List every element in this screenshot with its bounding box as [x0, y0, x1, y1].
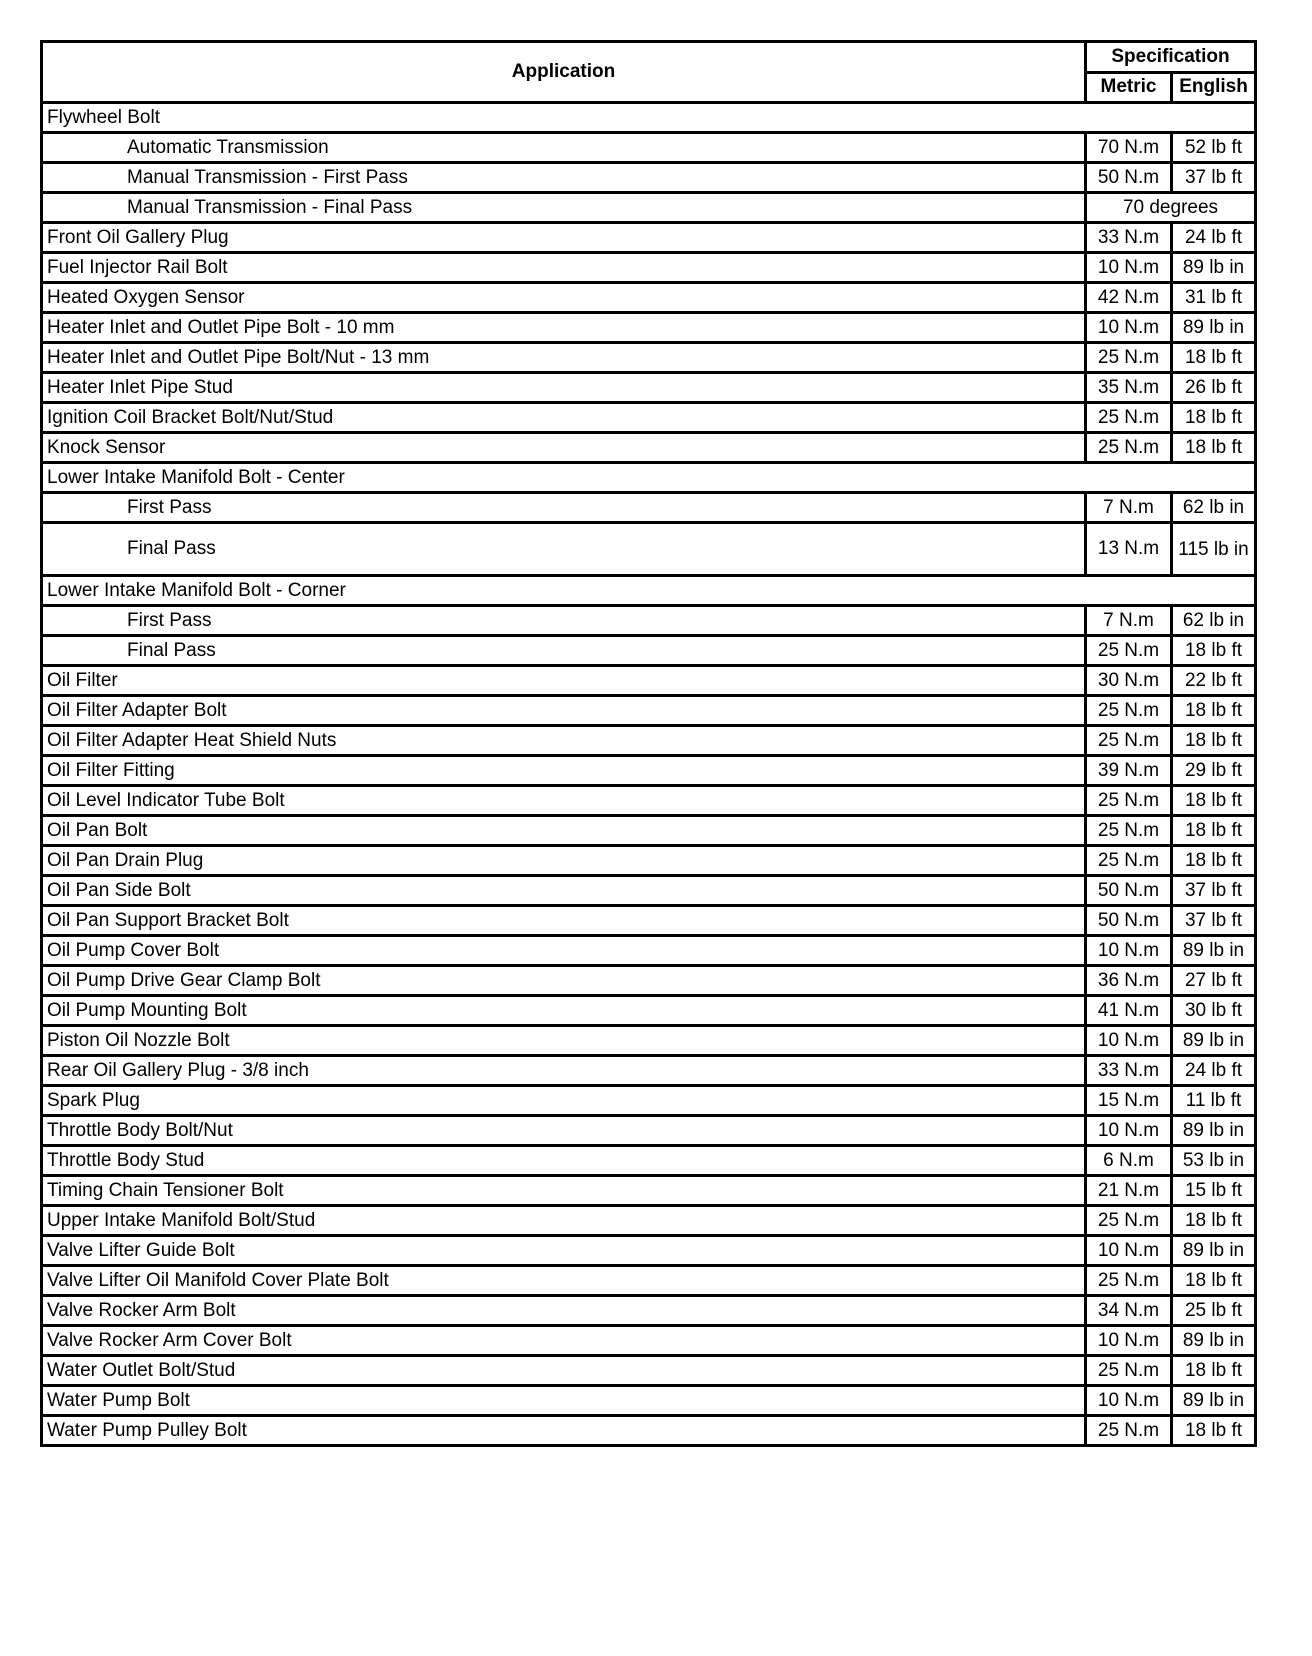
- table-row: [42, 1056, 1256, 1086]
- table-row: [42, 696, 1256, 726]
- table-row: [42, 816, 1256, 846]
- table-body: [42, 103, 1256, 1446]
- english-cell: 52 lb ft: [1172, 133, 1256, 163]
- english-cell: 24 lb ft: [1172, 1056, 1256, 1086]
- application-cell: Oil Level Indicator Tube Bolt: [42, 786, 1086, 816]
- english-cell: 18 lb ft: [1172, 1206, 1256, 1236]
- metric-cell: 10 N.m: [1086, 1026, 1172, 1056]
- application-cell: Heater Inlet Pipe Stud: [42, 373, 1086, 403]
- metric-cell: 25 N.m: [1086, 816, 1172, 846]
- metric-cell: 33 N.m: [1086, 1056, 1172, 1086]
- metric-cell: 25 N.m: [1086, 1416, 1172, 1446]
- metric-cell: 15 N.m: [1086, 1086, 1172, 1116]
- metric-cell: 41 N.m: [1086, 996, 1172, 1026]
- application-cell: Ignition Coil Bracket Bolt/Nut/Stud: [42, 403, 1086, 433]
- table-row: [42, 133, 1256, 163]
- application-cell: Oil Filter Fitting: [42, 756, 1086, 786]
- table-row: [42, 1026, 1256, 1056]
- table-row: [42, 1266, 1256, 1296]
- table-row: [42, 313, 1256, 343]
- metric-cell: 25 N.m: [1086, 433, 1172, 463]
- table-row: [42, 1326, 1256, 1356]
- english-cell: 15 lb ft: [1172, 1176, 1256, 1206]
- table-row: [42, 906, 1256, 936]
- application-cell: Throttle Body Stud: [42, 1146, 1086, 1176]
- application-cell: Oil Filter Adapter Bolt: [42, 696, 1086, 726]
- metric-cell: 25 N.m: [1086, 343, 1172, 373]
- application-header: Application: [42, 42, 1086, 103]
- table-row: [42, 846, 1256, 876]
- application-cell: Rear Oil Gallery Plug - 3/8 inch: [42, 1056, 1086, 1086]
- english-cell: 25 lb ft: [1172, 1296, 1256, 1326]
- metric-cell: 7 N.m: [1086, 493, 1172, 523]
- application-cell: Water Pump Pulley Bolt: [42, 1416, 1086, 1446]
- metric-cell: 39 N.m: [1086, 756, 1172, 786]
- table-group-row: [42, 463, 1256, 493]
- english-cell: 18 lb ft: [1172, 343, 1256, 373]
- metric-cell: 35 N.m: [1086, 373, 1172, 403]
- table-row: [42, 756, 1256, 786]
- metric-cell: 36 N.m: [1086, 966, 1172, 996]
- torque-spec-document: [40, 40, 1254, 1447]
- metric-cell: 10 N.m: [1086, 1116, 1172, 1146]
- application-cell: Manual Transmission - First Pass: [42, 163, 1086, 193]
- english-cell: 30 lb ft: [1172, 996, 1256, 1026]
- application-cell: Piston Oil Nozzle Bolt: [42, 1026, 1086, 1056]
- application-cell: Oil Pan Bolt: [42, 816, 1086, 846]
- english-cell: 18 lb ft: [1172, 1356, 1256, 1386]
- application-cell: Water Outlet Bolt/Stud: [42, 1356, 1086, 1386]
- application-cell: Oil Pump Drive Gear Clamp Bolt: [42, 966, 1086, 996]
- table-row: [42, 1236, 1256, 1266]
- table-row: [42, 1176, 1256, 1206]
- english-header: English: [1172, 72, 1256, 103]
- table-row: [42, 283, 1256, 313]
- application-cell: Upper Intake Manifold Bolt/Stud: [42, 1206, 1086, 1236]
- table-row: [42, 493, 1256, 523]
- application-cell: Throttle Body Bolt/Nut: [42, 1116, 1086, 1146]
- metric-cell: 25 N.m: [1086, 1206, 1172, 1236]
- application-cell: Oil Filter Adapter Heat Shield Nuts: [42, 726, 1086, 756]
- metric-cell: 10 N.m: [1086, 936, 1172, 966]
- metric-cell: 10 N.m: [1086, 1386, 1172, 1416]
- application-cell: Oil Pan Side Bolt: [42, 876, 1086, 906]
- table-row: [42, 163, 1256, 193]
- application-cell: Spark Plug: [42, 1086, 1086, 1116]
- english-cell: 18 lb ft: [1172, 1266, 1256, 1296]
- english-cell: 18 lb ft: [1172, 636, 1256, 666]
- english-cell: 89 lb in: [1172, 313, 1256, 343]
- english-cell: 37 lb ft: [1172, 163, 1256, 193]
- metric-cell: 42 N.m: [1086, 283, 1172, 313]
- application-cell: Oil Pump Cover Bolt: [42, 936, 1086, 966]
- application-cell: Heater Inlet and Outlet Pipe Bolt - 10 mm: [42, 313, 1086, 343]
- english-cell: 27 lb ft: [1172, 966, 1256, 996]
- application-cell: Front Oil Gallery Plug: [42, 223, 1086, 253]
- english-cell: 89 lb in: [1172, 253, 1256, 283]
- table-row: [42, 253, 1256, 283]
- application-cell: Valve Lifter Guide Bolt: [42, 1236, 1086, 1266]
- metric-cell: 70 N.m: [1086, 133, 1172, 163]
- application-cell: First Pass: [42, 606, 1086, 636]
- metric-cell: 25 N.m: [1086, 1266, 1172, 1296]
- table-row: [42, 966, 1256, 996]
- english-cell: 31 lb ft: [1172, 283, 1256, 313]
- table-row: [42, 373, 1256, 403]
- table-row: [42, 786, 1256, 816]
- english-cell: 18 lb ft: [1172, 846, 1256, 876]
- table-row: [42, 343, 1256, 373]
- table-row: [42, 523, 1256, 576]
- english-cell: 18 lb ft: [1172, 696, 1256, 726]
- english-cell: 24 lb ft: [1172, 223, 1256, 253]
- english-cell: 115 lb in: [1172, 523, 1256, 576]
- metric-cell: 10 N.m: [1086, 1236, 1172, 1266]
- table-header: [42, 42, 1256, 103]
- table-row: [42, 1086, 1256, 1116]
- application-cell: Final Pass: [42, 523, 1086, 576]
- application-cell: Heated Oxygen Sensor: [42, 283, 1086, 313]
- metric-cell: 34 N.m: [1086, 1296, 1172, 1326]
- application-cell: Valve Lifter Oil Manifold Cover Plate Bolt: [42, 1266, 1086, 1296]
- table-row: [42, 1296, 1256, 1326]
- metric-cell: 10 N.m: [1086, 313, 1172, 343]
- english-cell: 11 lb ft: [1172, 1086, 1256, 1116]
- metric-cell: 13 N.m: [1086, 523, 1172, 576]
- english-cell: 89 lb in: [1172, 936, 1256, 966]
- english-cell: 26 lb ft: [1172, 373, 1256, 403]
- table-row: [42, 936, 1256, 966]
- table-row: [42, 1386, 1256, 1416]
- english-cell: 18 lb ft: [1172, 816, 1256, 846]
- metric-cell: 25 N.m: [1086, 636, 1172, 666]
- table-row: [42, 876, 1256, 906]
- metric-cell: 7 N.m: [1086, 606, 1172, 636]
- table-row: [42, 636, 1256, 666]
- metric-cell: 50 N.m: [1086, 876, 1172, 906]
- application-cell: Manual Transmission - Final Pass: [42, 193, 1086, 223]
- metric-cell: 21 N.m: [1086, 1176, 1172, 1206]
- metric-cell: 30 N.m: [1086, 666, 1172, 696]
- application-cell: Timing Chain Tensioner Bolt: [42, 1176, 1086, 1206]
- english-cell: 89 lb in: [1172, 1326, 1256, 1356]
- application-cell: First Pass: [42, 493, 1086, 523]
- metric-cell: 25 N.m: [1086, 403, 1172, 433]
- metric-cell: 25 N.m: [1086, 726, 1172, 756]
- english-cell: 29 lb ft: [1172, 756, 1256, 786]
- application-cell: Final Pass: [42, 636, 1086, 666]
- application-cell: Knock Sensor: [42, 433, 1086, 463]
- application-cell: Heater Inlet and Outlet Pipe Bolt/Nut - 13 mm: [42, 343, 1086, 373]
- table-row: [42, 1116, 1256, 1146]
- english-cell: 53 lb in: [1172, 1146, 1256, 1176]
- table-row: [42, 193, 1256, 223]
- table-row: [42, 1206, 1256, 1236]
- english-cell: 89 lb in: [1172, 1386, 1256, 1416]
- english-cell: 62 lb in: [1172, 493, 1256, 523]
- table-row: [42, 223, 1256, 253]
- english-cell: 89 lb in: [1172, 1026, 1256, 1056]
- table-row: [42, 996, 1256, 1026]
- english-cell: 37 lb ft: [1172, 876, 1256, 906]
- application-cell: Oil Filter: [42, 666, 1086, 696]
- group-label: Lower Intake Manifold Bolt - Center: [42, 463, 1256, 493]
- application-cell: Oil Pump Mounting Bolt: [42, 996, 1086, 1026]
- application-cell: Valve Rocker Arm Bolt: [42, 1296, 1086, 1326]
- english-cell: 18 lb ft: [1172, 726, 1256, 756]
- metric-cell: 33 N.m: [1086, 223, 1172, 253]
- english-cell: 18 lb ft: [1172, 1416, 1256, 1446]
- table-row: [42, 403, 1256, 433]
- metric-cell: 6 N.m: [1086, 1146, 1172, 1176]
- english-cell: 89 lb in: [1172, 1116, 1256, 1146]
- table-row: [42, 606, 1256, 636]
- metric-cell: 25 N.m: [1086, 846, 1172, 876]
- application-cell: Automatic Transmission: [42, 133, 1086, 163]
- table-row: [42, 1416, 1256, 1446]
- specification-header: Specification: [1086, 42, 1256, 73]
- english-cell: 18 lb ft: [1172, 786, 1256, 816]
- english-cell: 89 lb in: [1172, 1236, 1256, 1266]
- metric-cell: 25 N.m: [1086, 1356, 1172, 1386]
- metric-cell: 10 N.m: [1086, 1326, 1172, 1356]
- table-group-row: [42, 103, 1256, 133]
- english-cell: 22 lb ft: [1172, 666, 1256, 696]
- english-cell: 18 lb ft: [1172, 433, 1256, 463]
- group-label: Lower Intake Manifold Bolt - Corner: [42, 576, 1256, 606]
- metric-cell: 50 N.m: [1086, 906, 1172, 936]
- english-cell: 62 lb in: [1172, 606, 1256, 636]
- table-row: [42, 433, 1256, 463]
- application-cell: Oil Pan Drain Plug: [42, 846, 1086, 876]
- english-cell: 18 lb ft: [1172, 403, 1256, 433]
- torque-spec-table: [40, 40, 1257, 1447]
- metric-cell: 25 N.m: [1086, 786, 1172, 816]
- table-row: [42, 726, 1256, 756]
- application-cell: Oil Pan Support Bracket Bolt: [42, 906, 1086, 936]
- application-cell: Valve Rocker Arm Cover Bolt: [42, 1326, 1086, 1356]
- table-row: [42, 666, 1256, 696]
- table-row: [42, 1356, 1256, 1386]
- table-group-row: [42, 576, 1256, 606]
- metric-cell: 50 N.m: [1086, 163, 1172, 193]
- metric-cell: 10 N.m: [1086, 253, 1172, 283]
- application-cell: Water Pump Bolt: [42, 1386, 1086, 1416]
- metric-header: Metric: [1086, 72, 1172, 103]
- group-label: Flywheel Bolt: [42, 103, 1256, 133]
- table-row: [42, 1146, 1256, 1176]
- application-cell: Fuel Injector Rail Bolt: [42, 253, 1086, 283]
- metric-cell: 25 N.m: [1086, 696, 1172, 726]
- english-cell: 37 lb ft: [1172, 906, 1256, 936]
- specification-cell: 70 degrees: [1086, 193, 1256, 223]
